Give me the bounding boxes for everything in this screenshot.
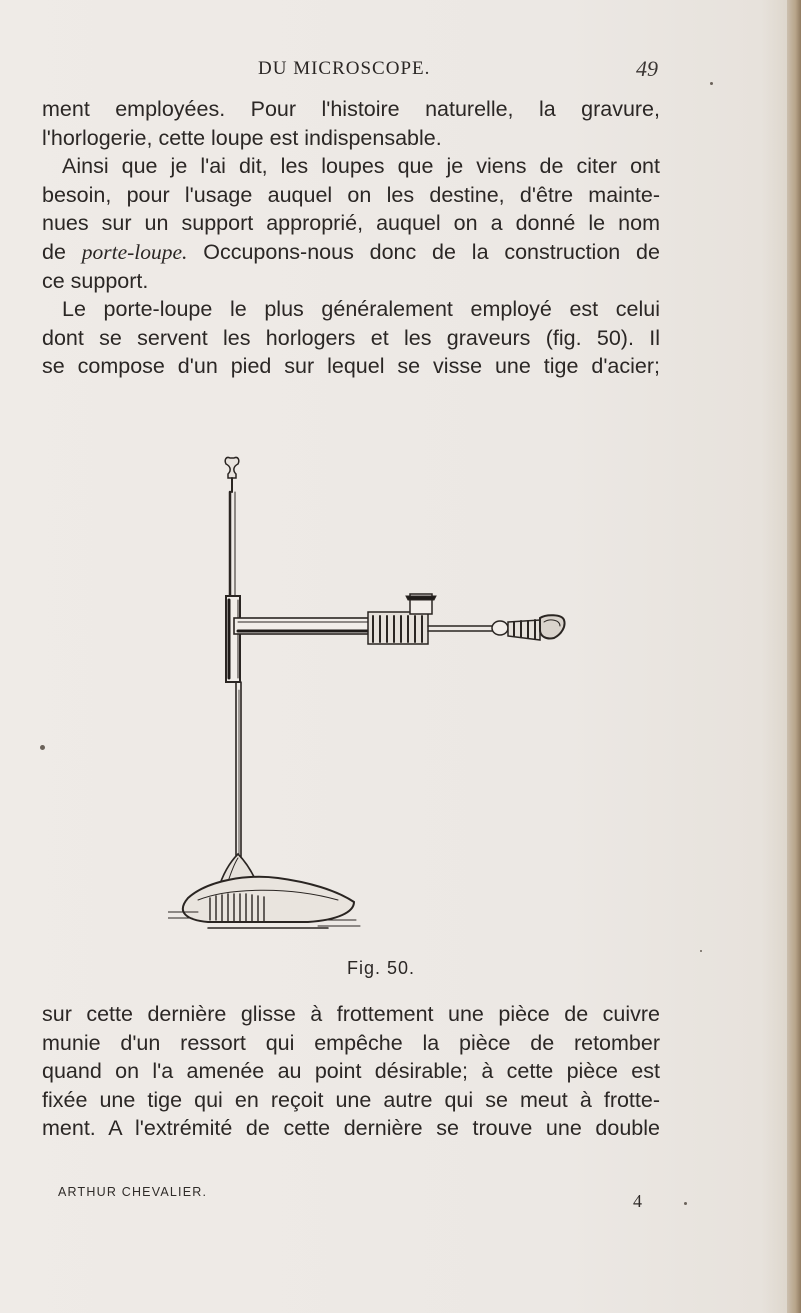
figure-caption: Fig. 50. (347, 958, 416, 978)
text-line: ce support. (42, 268, 149, 293)
text-line: besoin, pour l'usage auquel on les destine, d'être mainte- (42, 182, 660, 207)
text-line: quand on l'a amenée au point désirable; à cette pièce est (42, 1059, 660, 1084)
text-line: l'horlogerie, cette loupe est indispensable. (42, 125, 442, 150)
porte-loupe-illustration (168, 450, 598, 952)
paper-speck (684, 1202, 687, 1205)
text-line: sur cette dernière glisse à frottement une pièce de cuivre (42, 1002, 660, 1026)
text-line: Le porte-loupe le plus généralement employé est celui (62, 297, 660, 321)
signature-line: ARTHUR CHEVALIER. (58, 1185, 208, 1199)
page-footer (0, 1185, 801, 1225)
page-edge (787, 0, 801, 1313)
page-number: 49 (636, 56, 658, 81)
text-line: dont se servent les horlogers et les graveurs (fig. 50). Il (42, 325, 660, 350)
italic-term: porte-loupe. (81, 239, 188, 264)
text-line: Ainsi que je l'ai dit, les loupes que je viens de citer ont (62, 154, 660, 179)
text-block-top (42, 95, 660, 295)
page-header (0, 58, 801, 88)
text-fragment: de (42, 239, 66, 264)
running-head: DU MICROSCOPE. (258, 58, 431, 79)
text-line-mixed (42, 238, 660, 267)
text-block-para3 (42, 295, 660, 381)
text-line: fixée une tige qui en reçoit une autre qui se meut à frotte- (42, 1087, 660, 1112)
text-line: se compose d'un pied sur lequel se visse une tige d'acier; (42, 354, 660, 379)
text-line: ment employées. Pour l'histoire naturelle, la gravure, (42, 97, 660, 121)
text-line: nues sur un support approprié, auquel on a donné le nom (42, 211, 660, 236)
text-line: munie d'un ressort qui empêche la pièce de retomber (42, 1030, 660, 1055)
text-block-bottom (42, 1000, 660, 1143)
signature-mark: 4 (633, 1191, 642, 1211)
paper-speck (40, 745, 45, 750)
text-fragment: Occupons-nous donc de la construction de (203, 239, 660, 264)
text-line: ment. A l'extrémité de cette dernière se trouve une double (42, 1116, 660, 1141)
paper-speck (700, 950, 702, 952)
paper-speck (710, 82, 713, 85)
